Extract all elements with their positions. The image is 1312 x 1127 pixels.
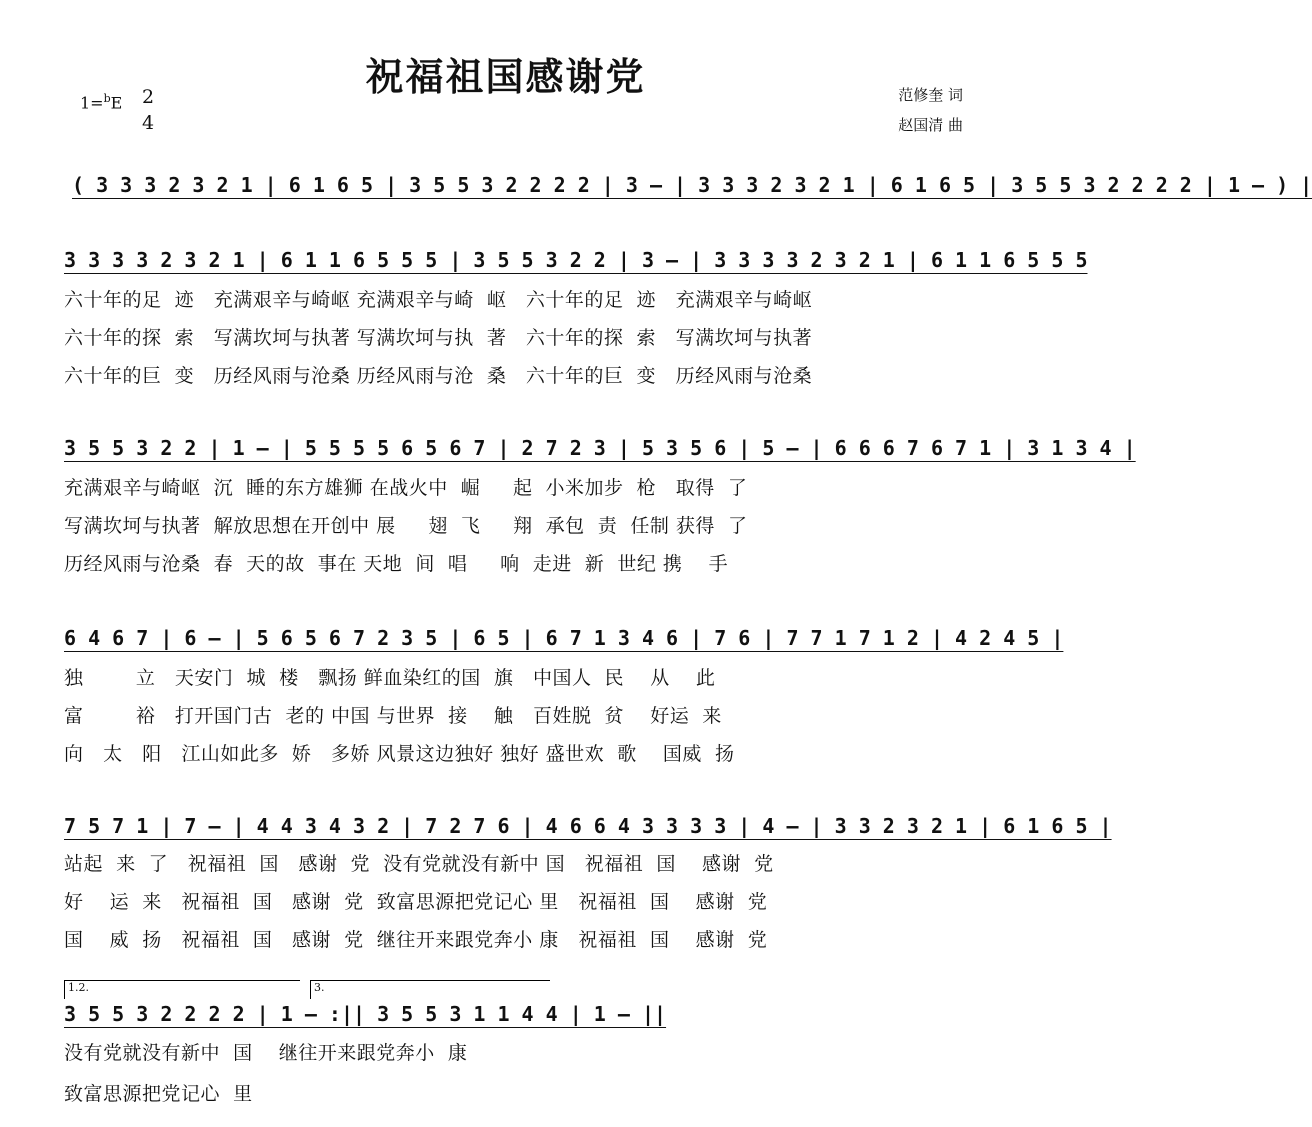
intro-notation: ( 3 3 3 2 3 2 1 | 6 1 6 5 | 3 5 5 3 2 2 2 2 | 3 — | 3 3 3 2 3 2 1 | 6 1 6 5 | 3 5 5 3 2 2 2 2 | 1 — ) | (72, 173, 1312, 197)
system-2 (0, 428, 1136, 468)
key-note: E (110, 93, 123, 113)
system-3 (0, 618, 1064, 658)
system-1-lyric-verse-1: 六十年的足 迹 充满艰辛与崎岖 充满艰辛与崎 岖 六十年的足 迹 充满艰辛与崎岖 (64, 288, 813, 311)
song-title: 祝福祖国感谢党 (365, 55, 646, 99)
key-prefix: 1= (80, 93, 104, 113)
time-signature (138, 84, 158, 136)
system-5-lyric-verse-1: 没有党就没有新中 国 继往开来跟党奔小 康 (64, 1041, 468, 1064)
system-4-notation: 7 5 7 1 | 7 — | 4 4 3 4 3 2 | 7 2 7 6 | 4 6 6 4 3 3 3 3 | 4 — | 3 3 2 3 2 1 | 6 1 6 5 | (64, 814, 1112, 838)
system-4-lyric-verse-3: 国 威 扬 祝福祖 国 感谢 党 继往开来跟党奔小 康 祝福祖 国 感谢 党 (64, 928, 768, 951)
key-flat-sign: b (103, 92, 111, 105)
key-signature (80, 92, 122, 112)
system-5 (0, 994, 1011, 1034)
system-2-lyric-verse-3: 历经风雨与沧桑 春 天的故 事在 天地 间 唱 响 走进 新 世纪 携 手 (64, 552, 729, 575)
system-1-notation: 3 3 3 3 2 3 2 1 | 6 1 1 6 5 5 5 | 3 5 5 3 2 2 | 3 — | 3 3 3 3 2 3 2 1 | 6 1 1 6 5 5 5 (64, 248, 1088, 272)
system-3-lyric-verse-2: 富 裕 打开国门古 老的 中国 与世界 接 触 百姓脱 贫 好运 来 (64, 704, 722, 727)
intro-system (0, 165, 1312, 205)
system-3-notation: 6 4 6 7 | 6 — | 5 6 5 6 7 2 3 5 | 6 5 | 6 7 1 3 4 6 | 7 6 | 7 7 1 7 1 2 | 4 2 4 5 | (64, 626, 1064, 650)
system-2-lyric-verse-2: 写满坎坷与执著 解放思想在开创中 展 翅 飞 翔 承包 责 任制 获得 了 (64, 514, 748, 537)
composer-credit: 赵国清 曲 (898, 116, 963, 134)
system-4 (0, 806, 1112, 846)
credits (898, 80, 963, 140)
system-4-lyric-verse-1: 站起 来 了 祝福祖 国 感谢 党 没有党就没有新中 国 祝福祖 国 感谢 党 (64, 852, 774, 875)
system-1-lyric-verse-2: 六十年的探 索 写满坎坷与执著 写满坎坷与执 著 六十年的探 索 写满坎坷与执著 (64, 326, 813, 349)
system-2-lyric-verse-1: 充满艰辛与崎岖 沉 睡的东方雄狮 在战火中 崛 起 小米加步 枪 取得 了 (64, 476, 748, 499)
meter-bottom: 4 (141, 112, 155, 134)
second-ending-label: 3. (314, 981, 325, 994)
meter-top: 2 (141, 86, 155, 108)
system-5-notation: 3 5 5 3 2 2 2 2 | 1 — :|| 3 5 5 3 1 1 4 4 | 1 — || (64, 1002, 667, 1026)
system-3-lyric-verse-1: 独 立 天安门 城 楼 飘扬 鲜血染红的国 旗 中国人 民 从 此 (64, 666, 716, 689)
system-1-lyric-verse-3: 六十年的巨 变 历经风雨与沧桑 历经风雨与沧 桑 六十年的巨 变 历经风雨与沧桑 (64, 364, 813, 387)
system-3-lyric-verse-3: 向 太 阳 江山如此多 娇 多娇 风景这边独好 独好 盛世欢 歌 国威 扬 (64, 742, 735, 765)
system-5-lyric-verse-2: 致富思源把党记心 里 (64, 1082, 253, 1105)
system-1 (0, 240, 1088, 280)
lyricist-credit: 范修奎 词 (898, 86, 963, 104)
first-ending-label: 1.2. (68, 981, 89, 994)
system-4-lyric-verse-2: 好 运 来 祝福祖 国 感谢 党 致富思源把党记心 里 祝福祖 国 感谢 党 (64, 890, 768, 913)
system-2-notation: 3 5 5 3 2 2 | 1 — | 5 5 5 5 6 5 6 7 | 2 7 2 3 | 5 3 5 6 | 5 — | 6 6 6 7 6 7 1 | 3 1 3 4 | (64, 436, 1136, 460)
